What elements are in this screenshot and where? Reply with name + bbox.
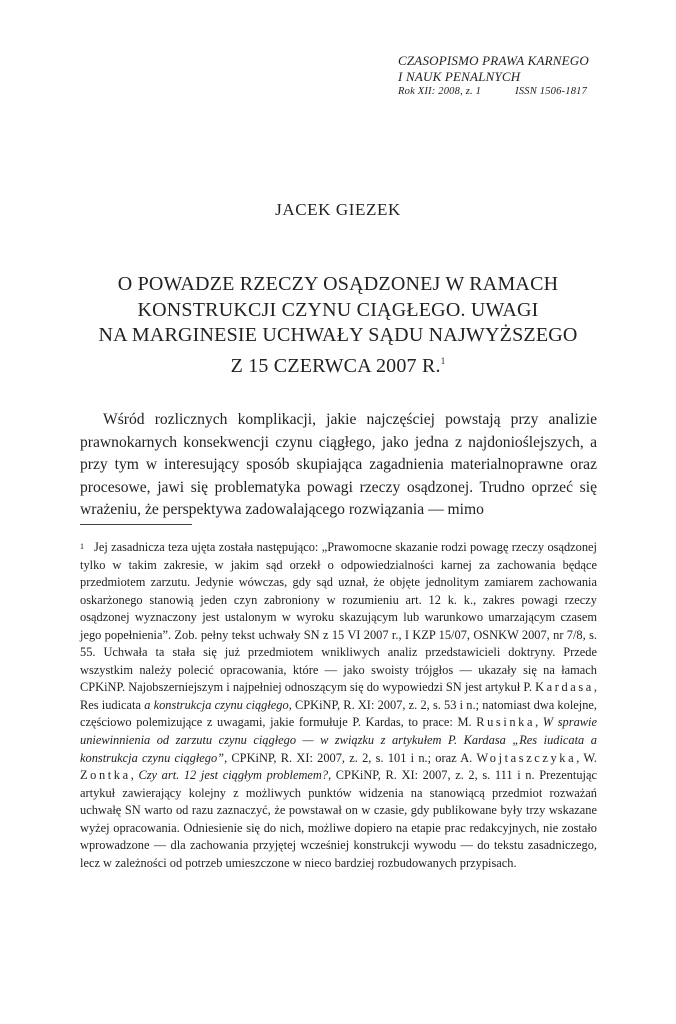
fn-cited-title: a konstrukcja czynu ciągłego	[144, 697, 289, 712]
journal-meta	[398, 85, 638, 99]
journal-year-issue: Rok XII: 2008, z. 1	[398, 86, 482, 97]
fn-cited-title: Czy art. 12 jest ciągłym problemem?	[138, 768, 329, 783]
fn-text: , CPKiNP, R. XI: 2007, z. 2, s. 111 i n. Prezentując artykuł zawierający kolejny z możliwych punktów widzenia na stanowiącą przedmiot rozważań uchwałę SN warto od razu zaznaczyć, że powstawał on w czasie, gdy publikowane były trzy wskazane wyżej opracowania. Odniesienie się do nich, możliwe dopiero na etapie prac redakcyjnych, nie zostało wprowadzone — dla zachowania przyjętej wcześniej konstrukcji wywodu — do tekstu zasadniczego, lecz w zależności od potrzeb umieszczone w nieco bardziej rozbudowanych przypisach.	[80, 768, 597, 870]
fn-author: Zontka	[80, 768, 131, 783]
fn-text: ,	[130, 768, 134, 783]
title-line-2: KONSTRUKCJI CZYNU CIĄGŁEGO. UWAGI	[137, 298, 539, 321]
footnote-separator	[80, 524, 192, 525]
author-name: JACEK GIEZEK	[275, 200, 401, 219]
fn-author: Wojtaszczyka	[476, 750, 577, 765]
fn-text: Jej zasadnicza teza ujęta została następująco: „Prawomocne skazanie rodzi powagę rzeczy osądzonej tylko w takim zakresie, w jakim sąd orzekł o odpowiedzialności karnej za zachowania będące przedmiotem zarzutu. Jedynie wówczas, gdy sąd uznał, że objęte jednolitym zamiarem zachowania oskarżonego stanowią jeden czyn zabroniony w rozumieniu art. 12 k. k., zakres powagi rzeczy osądzonej wyznaczony jest ustalonym w wyroku skazującym lub warunkowo umarzającym czasem jego popełnienia”. Zob. pełny tekst uchwały SN z 15 VI 2007 r., I KZP 15/07, OSNKW 2007, nr 7/8, s. 55. Uchwała ta stała się już przedmiotem wnikliwych analiz przedstawicieli doktryny. Przede wszystkim należy polecić opracowania, które — jako swoisty trójgłos — ukazały się na łamach CPKiNP. Najobszerniejszym i najpełniej odnoszącym się do wypowiedzi SN jest artykuł P.	[80, 540, 597, 695]
fn-author: Kardasa	[535, 680, 594, 695]
fn-text: , CPKiNP, R. XI: 2007, z. 2, s. 53 i n.; natomiast dwa kolejne, częściowo polemizujące z uwagami, jakie formułuje P. Kardas, to prace: M.	[80, 697, 598, 730]
fn-author: Rusinka	[476, 715, 536, 730]
fn-cited-title: a konstrukcja czynu ciągłego”	[80, 733, 597, 765]
fn-text: , CPKiNP, R. XI: 2007, z. 2, s. 101 i n.; oraz A.	[224, 750, 473, 765]
fn-text: ,	[535, 715, 539, 730]
journal-issn: ISSN 1506-1817	[515, 86, 588, 97]
body-paragraph: Wśród rozlicznych komplikacji, jakie najczęściej powstają przy analizie prawnokarnych konsekwencji czynu ciągłego, jako jedna z najdonioślejszych, a przy tym w interesujący sposób skupiająca zagadnienia materialnoprawne oraz procesowe, jawi się problematyka powagi rzeczy osądzonej. Trudno oprzeć się wrażeniu, że perspektywa zadowalającego rozwiązania — mimo	[80, 411, 597, 519]
journal-name-line2: I NAUK PENALNYCH	[398, 69, 521, 84]
title-line-4	[60, 349, 616, 380]
footnote-number: 1	[80, 542, 84, 551]
footnote-body	[80, 539, 597, 872]
journal-header	[398, 53, 638, 99]
title-footnote-mark[interactable]: 1	[440, 355, 446, 366]
fn-text: , W.	[576, 750, 597, 765]
footnote-1	[80, 539, 597, 872]
title-line-4-text: Z 15 CZERWCA 2007 R.	[230, 354, 441, 377]
fn-text: , Res iudicata	[80, 680, 597, 712]
title-line-3: NA MARGINESIE UCHWAŁY SĄDU NAJWYŻSZEGO	[98, 324, 578, 346]
title-line-1: O POWADZE RZECZY OSĄDZONEJ W RAMACH	[117, 273, 559, 295]
article-title	[60, 272, 616, 379]
fn-cited-title: W sprawie uniewinnienia od zarzutu czynu ciągłego — w związku z artykułem P. Kardasa „Res iudicata	[80, 715, 597, 748]
journal-name-line1: CZASOPISMO PRAWA KARNEGO	[398, 53, 589, 68]
